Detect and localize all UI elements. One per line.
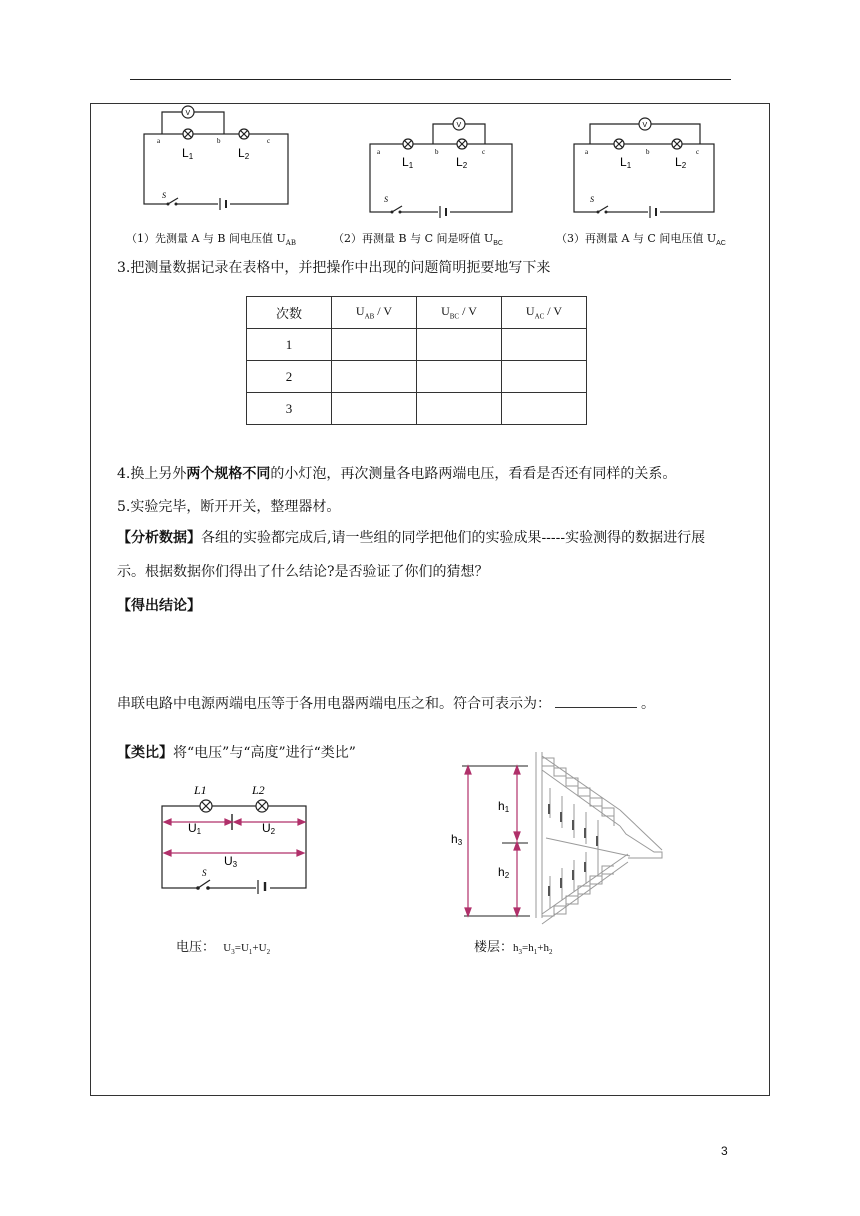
table-cell[interactable] [332, 361, 417, 393]
point-label-a: a [585, 148, 589, 156]
lamp-label-l1: L1 [402, 155, 414, 170]
table-cell[interactable] [417, 393, 502, 425]
conclusion-title: 【得出结论】 [117, 598, 201, 614]
height-label-h1: h1 [498, 799, 510, 814]
analogy-circuit-diagram [156, 778, 316, 894]
lamp-label-l2: L2 [456, 155, 468, 170]
table-cell[interactable] [417, 361, 502, 393]
table-cell[interactable] [332, 393, 417, 425]
height-label-h3: h3 [451, 832, 463, 847]
header-rule [130, 79, 731, 80]
circuit-caption-2: （2）再测量 B 与 C 间是呀值 $U_{BC}$ [333, 232, 503, 248]
circuit-diagram-1 [140, 98, 300, 210]
voltage-label-u3: U3 [224, 854, 238, 869]
table-cell[interactable] [502, 393, 587, 425]
switch-label: S [162, 191, 166, 200]
lamp-label-l1: L1 [620, 155, 632, 170]
table-header-uac: $U_{AC}$ / V [502, 297, 587, 329]
step-3-text: 3.把测量数据记录在表格中，并把操作中出现的问题简明扼要地写下来 [117, 260, 551, 276]
point-label-a: a [157, 137, 161, 145]
circuit-diagram-2 [366, 114, 518, 218]
answer-blank[interactable] [555, 693, 637, 708]
point-label-c: c [696, 148, 700, 156]
analysis-paragraph: 【分析数据】各组的实验都完成后,请一些组的同学把他们的实验成果-----实验测得的数据进行展 [117, 530, 706, 546]
point-label-c: c [267, 137, 271, 145]
conclusion-text: 串联电路中电源两端电压等于各用电器两端电压之和。符合可表示为： 。 [117, 693, 655, 714]
switch-label: S [590, 195, 594, 204]
table-cell[interactable] [502, 329, 587, 361]
table-header-row [247, 297, 587, 329]
lamp-label-l2: L2 [252, 783, 265, 797]
table-row [247, 393, 587, 425]
point-label-b: b [217, 137, 221, 145]
analysis-title: 【分析数据】 [117, 530, 201, 546]
voltmeter-label: V [642, 122, 648, 129]
lamp-label-l2: L2 [675, 155, 687, 170]
table-header-uab: $U_{AB}$ / V [332, 297, 417, 329]
switch-label: S [202, 868, 207, 878]
table-cell[interactable] [417, 329, 502, 361]
table-cell[interactable] [502, 361, 587, 393]
staircase-height-diagram [450, 748, 670, 930]
analysis-line-2: 示。根据数据你们得出了什么结论?是否验证了你们的猜想？ [117, 564, 489, 580]
lamp-label-l2: L2 [238, 146, 250, 161]
table-header-ubc: $U_{BC}$ / V [417, 297, 502, 329]
circuit-diagram-3 [570, 114, 720, 218]
table-header-trial: 次数 [247, 297, 332, 329]
table-row-number: 3 [247, 393, 332, 425]
table-row [247, 361, 587, 393]
analogy-title: 【类比】 [117, 745, 173, 761]
lamp-label-l1: L1 [182, 146, 194, 161]
floor-equation: 楼层：$h_3=h_1+h_2$ [474, 940, 553, 957]
point-label-c: c [482, 148, 486, 156]
voltmeter-label: V [456, 122, 462, 129]
height-label-h2: h2 [498, 865, 510, 880]
voltage-equation: 电压： $U_3=U_1+U_2$ [176, 940, 271, 957]
point-label-b: b [646, 148, 650, 156]
step-5-text: 5.实验完毕，断开开关，整理器材。 [117, 499, 341, 515]
measurement-table [246, 296, 587, 425]
voltmeter-label: V [185, 110, 191, 117]
point-label-a: a [377, 148, 381, 156]
page-number: 3 [721, 1144, 728, 1158]
lamp-label-l1: L1 [194, 783, 207, 797]
switch-label: S [384, 195, 388, 204]
voltage-label-u1: U1 [188, 821, 202, 836]
circuit-caption-3: （3）再测量 A 与 C 间电压值 $U_{AC}$ [556, 232, 726, 248]
table-cell[interactable] [332, 329, 417, 361]
table-row [247, 329, 587, 361]
table-row-number: 2 [247, 361, 332, 393]
step-4-text: 4.换上另外两个规格不同的小灯泡，再次测量各电路两端电压，看看是否还有同样的关系。 [117, 466, 677, 482]
voltage-label-u2: U2 [262, 821, 276, 836]
point-label-b: b [435, 148, 439, 156]
table-row-number: 1 [247, 329, 332, 361]
analogy-line: 【类比】将“电压”与“高度”进行“类比” [117, 745, 356, 761]
circuit-caption-1: （1）先测量 A 与 B 间电压值 $U_{AB}$ [126, 232, 296, 248]
